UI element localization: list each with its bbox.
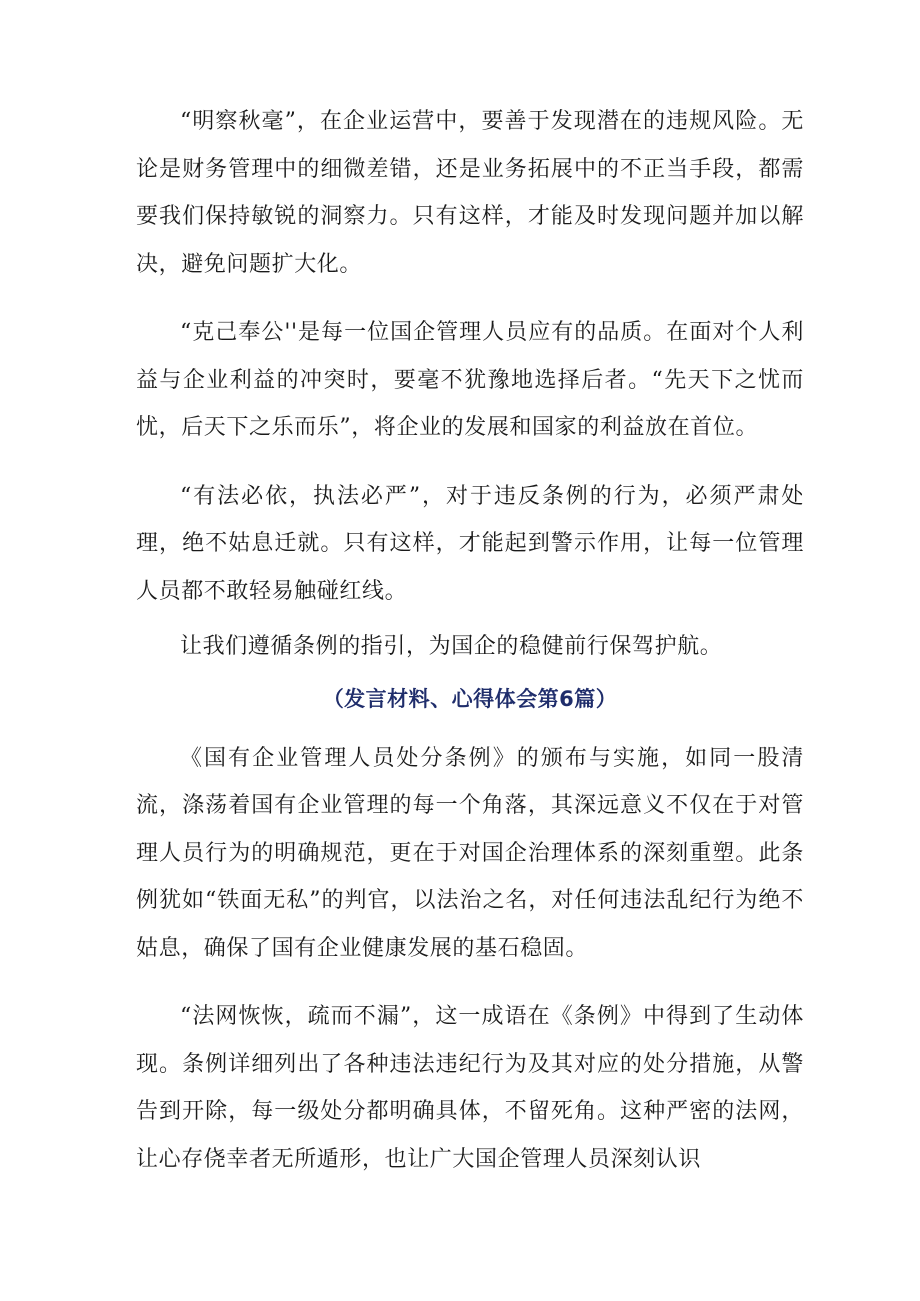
section-heading: （发言材料、心得体会第6篇）: [322, 686, 618, 711]
paragraph-mingcha: “明察秋毫”，在企业运营中，要善于发现潜在的违规风险。无论是财务管理中的细微差错，还是业务拓展中的不正当手段，都需要我们保持敏锐的洞察力。只有这样，才能及时发现问题并加以解决，避免问题扩大化。: [136, 109, 804, 277]
paragraph-tiaoli-intro: 《国有企业管理人员处分条例》的颁布与实施，如同一股清流，涤荡着国有企业管理的每一个角落，其深远意义不仅在于对管理人员行为的明确规范，更在于对国企治理体系的深刻重塑。此条例犹如“铁面无私”的判官，以法治之名，对任何违法乱纪行为绝不姑息，确保了国有企业健康发展的基石稳固。: [136, 745, 804, 961]
paragraph-youfabiyi: “有法必依，执法必严”，对于违反条例的行为，必须严肃处理，绝不姑息迁就。只有这样，才能起到警示作用，让每一位管理人员都不敢轻易触碰红线。: [136, 483, 804, 604]
document-page: [136, 98, 804, 1204]
paragraph-closing: 让我们遵循条例的指引，为国企的稳健前行保驾护航。: [180, 634, 723, 659]
paragraph-kejifenggong: “克己奉公''是每一位国企管理人员应有的品质。在面对个人利益与企业利益的冲突时，要毫不犹豫地选择后者。“先天下之忧而忧，后天下之乐而乐”，将企业的发展和国家的利益放在首位。: [136, 320, 804, 440]
paragraph-fawang: “法网恢恢，疏而不漏”，这一成语在《条例》中得到了生动体现。条例详细列出了各种违法违纪行为及其对应的处分措施，从警告到开除，每一级处分都明确具体，不留死角。这种严密的法网，让心存侥幸者无所遁形，也让广大国企管理人员深刻认识: [136, 1004, 804, 1172]
